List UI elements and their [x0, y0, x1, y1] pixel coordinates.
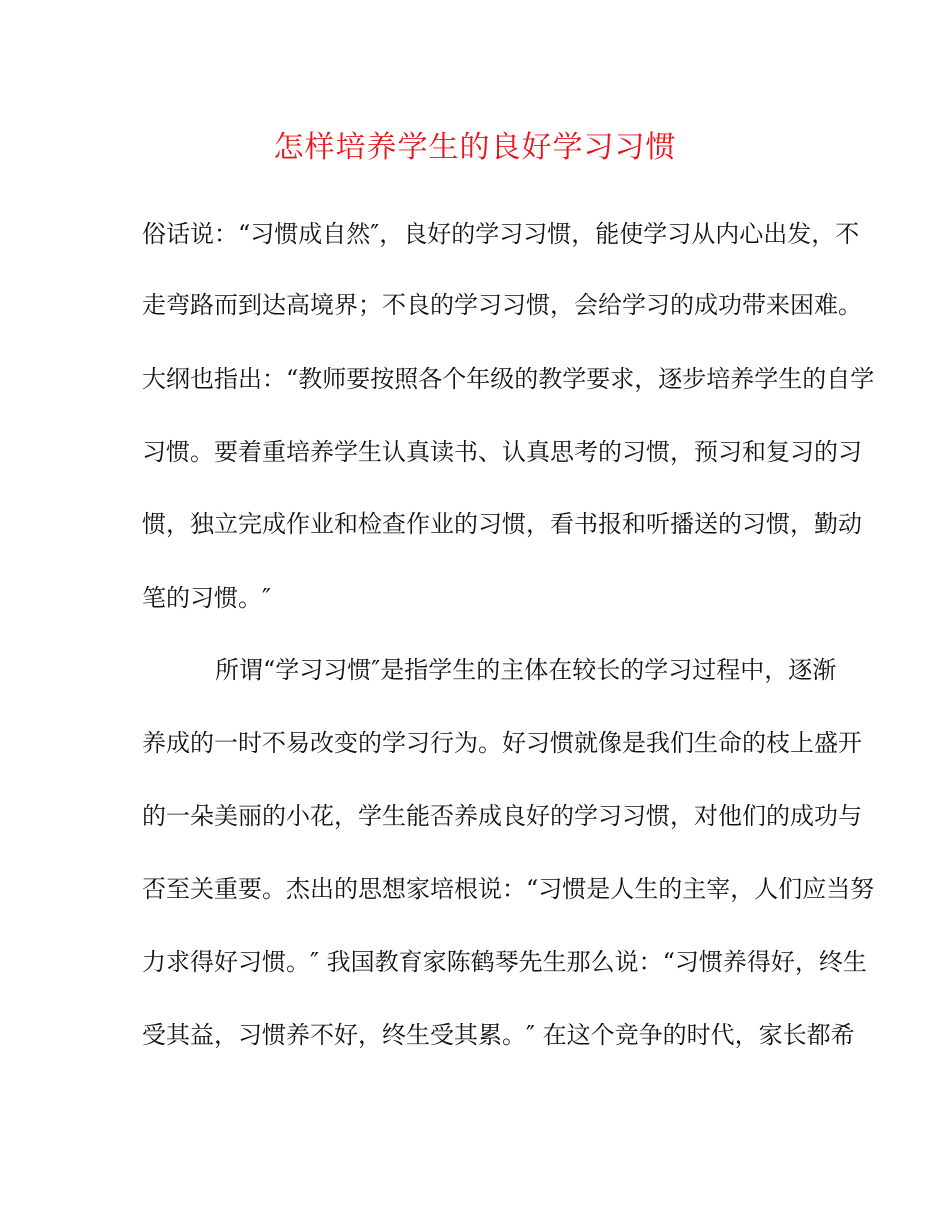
text-line: 受其益，习惯养不好，终生受其累。″ 在这个竞争的时代，家长都希 — [142, 1021, 855, 1049]
text-line: 大纲也指出：“教师要按照各个年级的教学要求，逐步培养学生的自学 — [142, 365, 875, 393]
text-line: 走弯路而到达高境界；不良的学习习惯，会给学习的成功带来困难。 — [142, 291, 862, 319]
text-line: 习惯。要着重培养学生认真读书、认真思考的习惯，预习和复习的习 — [142, 438, 862, 466]
text-line: 养成的一时不易改变的学习行为。好习惯就像是我们生命的枝上盛开 — [142, 729, 862, 757]
text-line: 否至关重要。杰出的思想家培根说：“习惯是人生的主宰，人们应当努 — [142, 875, 875, 903]
document-title: 怎样培养学生的良好学习习惯 — [273, 130, 677, 165]
text-line: 惯，独立完成作业和检查作业的习惯，看书报和听播送的习惯，勤动 — [142, 510, 862, 538]
text-line: 的一朵美丽的小花，学生能否养成良好的学习习惯，对他们的成功与 — [142, 802, 862, 830]
text-line: 笔的习惯。″ — [142, 584, 271, 612]
text-line: 力求得好习惯。″ 我国教育家陈鹤琴先生那么说：“习惯养得好，终生 — [142, 948, 867, 976]
text-line: 俗话说：“习惯成自然″，良好的学习习惯，能使学习从内心出发，不 — [142, 220, 860, 248]
text-line: 所谓“学习习惯″是指学生的主体在较长的学习过程中，逐渐 — [215, 656, 837, 684]
